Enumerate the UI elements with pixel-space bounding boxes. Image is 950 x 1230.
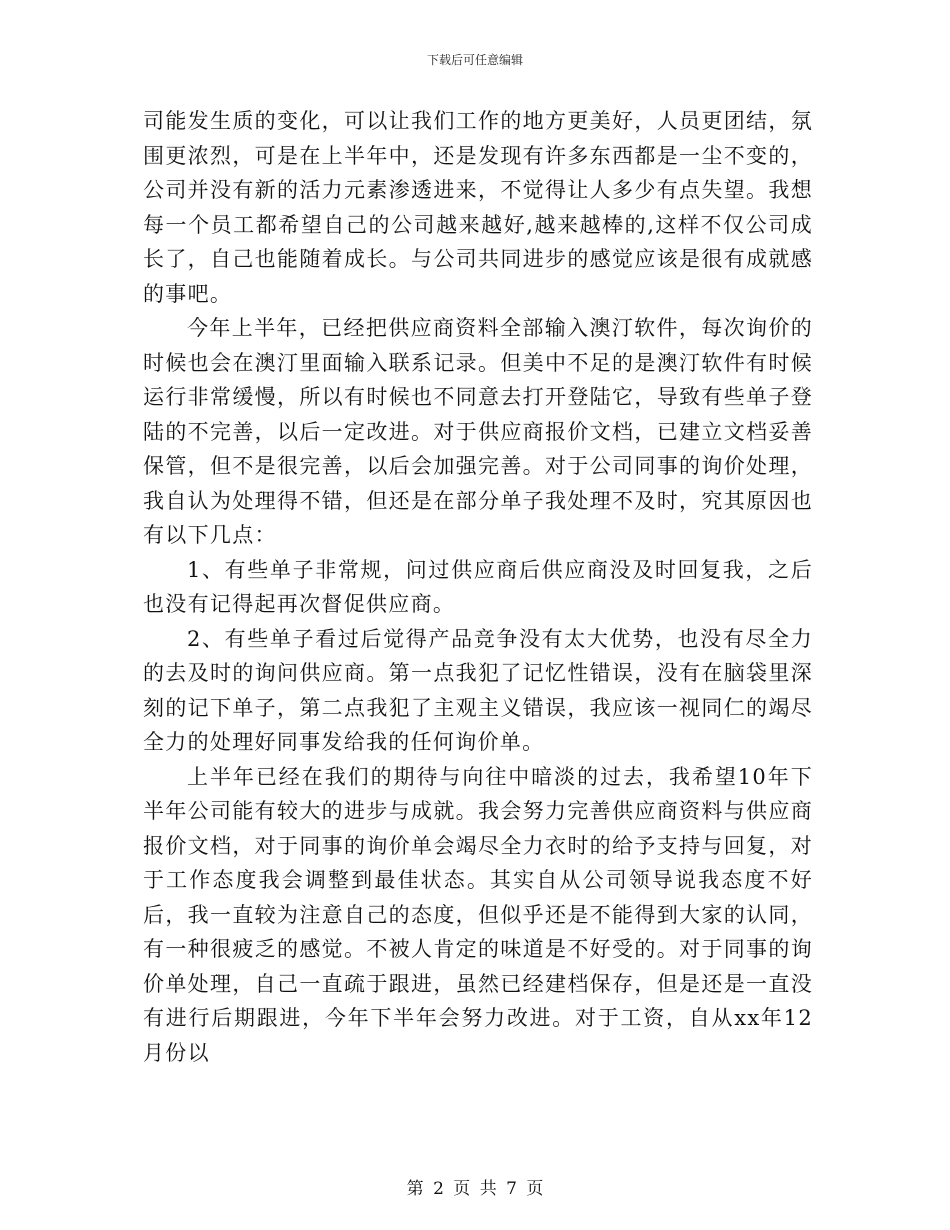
paragraph-1: 司能发生质的变化，可以让我们工作的地方更美好，人员更团结，氛围更浓烈，可是在上半年中，还是发现有许多东西都是一尘不变的，公司并没有新的活力元素渗透进来，不觉得让人多少有点失望。我想每一个员工都希望自己的公司越来越好,越来越棒的,这样不仅公司成长了，自己也能随着成长。与公司共同进步的感觉应该是很有成就感的事吧。 bbox=[143, 109, 813, 306]
paragraph-5: 上半年已经在我们的期待与向往中暗淡的过去，我希望10年下半年公司能有较大的进步与成就。我会努力完善供应商资料与供应商报价文档，对于同事的询价单会竭尽全力衣时的给予支持与回复，对于工作态度我会调整到最佳状态。其实自从公司领导说我态度不好后，我一直较为注意自己的态度，但似乎还是不能得到大家的认同，有一种很疲乏的感觉。不被人肯定的味道是不好受的。对于同事的询价单处理，自己一直疏于跟进，虽然已经建档保存，但是还是一直没有进行后期跟进，今年下半年会努力改进。对于工资，自从xx年12月份以 bbox=[143, 764, 813, 1065]
page-header: 下载后可任意编辑 bbox=[426, 53, 523, 67]
paragraph-2: 今年上半年，已经把供应商资料全部输入澳汀软件，每次询价的时候也会在澳汀里面输入联系记录。但美中不足的是澳汀软件有时候运行非常缓慢，所以有时候也不同意去打开登陆它，导致有些单子登陆的不完善，以后一定改进。对于供应商报价文档，已建立文档妥善保管，但不是很完善，以后会加强完善。对于公司同事的询价处理，我自认为处理得不错，但还是在部分单子我处理不及时，究其原因也有以下几点： bbox=[143, 316, 813, 547]
paragraph-3: 1、有些单子非常规，问过供应商后供应商没及时回复我，之后也没有记得起再次督促供应商。 bbox=[143, 557, 813, 616]
document-body bbox=[143, 104, 813, 1070]
page-number-footer: 第 2 页 共 7 页 bbox=[406, 1179, 544, 1199]
paragraph-4: 2、有些单子看过后觉得产品竞争没有太大优势，也没有尽全力的去及时的询问供应商。第一点我犯了记忆性错误，没有在脑袋里深刻的记下单子，第二点我犯了主观主义错误，我应该一视同仁的竭尽全力的处理好同事发给我的任何询价单。 bbox=[143, 626, 813, 754]
